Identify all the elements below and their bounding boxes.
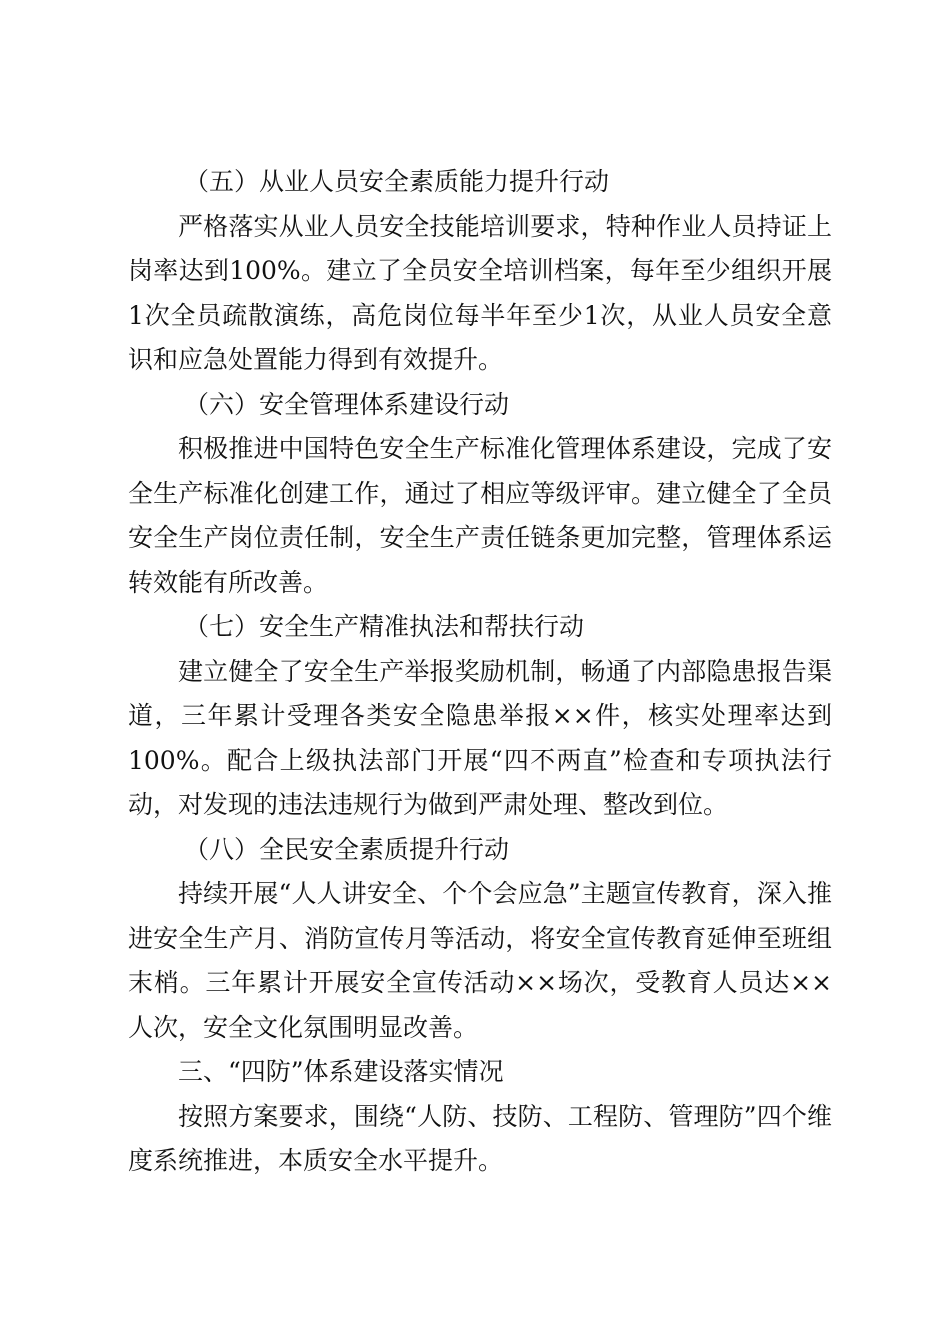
section-heading-7: （七）安全生产精准执法和帮扶行动 bbox=[184, 612, 585, 641]
chapter-heading-3: 三、“四防”体系建设落实情况 bbox=[178, 1057, 504, 1086]
section-paragraph-6: 积极推进中国特色安全生产标准化管理体系建设，完成了安全生产标准化创建工作，通过了相应等级评审。建立健全了全员安全生产岗位责任制，安全生产责任链条更加完整，管理体系运转效能有所改善。 bbox=[128, 434, 832, 597]
chapter-paragraph-3: 按照方案要求，围绕“人防、技防、工程防、管理防”四个维度系统推进，本质安全水平提升。 bbox=[128, 1101, 832, 1175]
section-heading-6: （六）安全管理体系建设行动 bbox=[184, 389, 510, 419]
section-heading-5: （五）从业人员安全素质能力提升行动 bbox=[184, 167, 610, 196]
section-paragraph-8: 持续开展“人人讲安全、个个会应急”主题宣传教育，深入推进安全生产月、消防宣传月等活动，将安全宣传教育延伸至班组末梢。三年累计开展安全宣传活动××场次，受教育人员达××人次，安全文化氛围明显改善。 bbox=[128, 879, 832, 1042]
section-paragraph-5: 严格落实从业人员安全技能培训要求，特种作业人员持证上岗率达到100%。建立了全员安全培训档案，每年至少组织开展1次全员疏散演练，高危岗位每半年至少1次，从业人员安全意识和应急处置能力得到有效提升。 bbox=[128, 211, 832, 374]
section-heading-8: （八）全民安全素质提升行动 bbox=[184, 834, 510, 864]
document-body bbox=[128, 160, 832, 1184]
section-paragraph-7: 建立健全了安全生产举报奖励机制，畅通了内部隐患报告渠道，三年累计受理各类安全隐患举报××件，核实处理率达到100%。配合上级执法部门开展“四不两直”检查和专项执法行动，对发现的违法违规行为做到严肃处理、整改到位。 bbox=[128, 656, 832, 819]
